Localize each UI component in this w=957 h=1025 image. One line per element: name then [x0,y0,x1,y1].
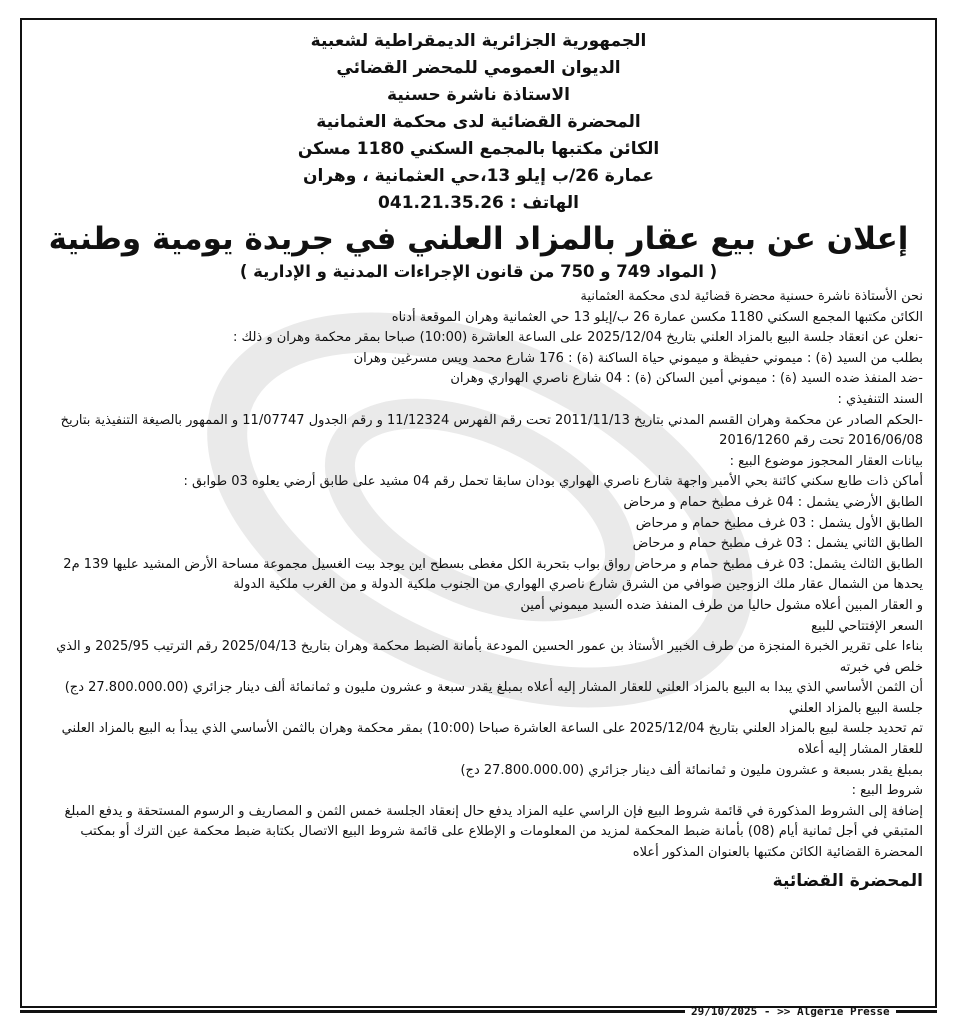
body-paragraph: الطابق الأول يشمل : 03 غرف مطبخ حمام و مرحاض [635,515,923,531]
body-paragraph: الكائن مكتبها المجمع السكني 1180 مكسن عمارة 26 ب/إيلو 13 حي العثمانية وهران الموقعة أدناه [391,309,923,325]
body-paragraph: نحن الأستاذة ناشرة حسنية محضرة قضائية لدى محكمة العثمانية [580,289,923,304]
notice-content [34,28,923,894]
body-paragraph: -الحكم الصادر عن محكمة وهران القسم المدني بتاريخ 2011/11/13 تحت رقم الفهرس 11/12324 و رقم الجدول 11/07747 و الممهور بالصيغة التنفيذية بتاريخ 2016/06/08 تحت رقم 2016/1260 [60,412,923,449]
notice-body [34,287,923,864]
body-paragraph: -نعلن عن انعقاد جلسة البيع بالمزاد العلني بتاريخ 2025/12/04 على الساعة العاشرة (10:00) صباحا بمقر محكمة وهران و ذلك : [233,330,923,346]
footer-rule-left [20,1010,685,1013]
body-paragraph: تم تحديد جلسة لبيع بالمزاد العلني بتاريخ 2025/12/04 على الساعة العاشرة صباحا (10:00) بمقر محكمة وهران بالثمن الأساسي الذي يبدأ به البيع بالمزاد العلني للعقار المشار إليه أعلاه [61,721,923,758]
header-line-court: المحضرة القضائية لدى محكمة العثمانية [316,112,641,132]
footer-rule-right [896,1010,937,1013]
body-heading: السعر الإفتتاحي للبيع [811,618,923,634]
header-line-address-1: الكائن مكتبها بالمجمع السكني 1180 مسكن [297,139,660,159]
header-line-phone: الهاتف : 041.21.35.26 [378,193,579,213]
body-paragraph: إضافة إلى الشروط المذكورة في قائمة شروط البيع فإن الراسي عليه المزاد يدفع حال إنعقاد الجلسة خمس الثمن و المصاريف و الرسوم المستحقة و يدفع المبلغ المتبقي في أجل ثمانية أيام (08) بأمانة ضبط المحكمة لمزيد من المعلومات و الإطلاع على قائمة شروط البيع الاتصال بكتابة ضبط محكمة عين الترك أو بمكتب المحضرة القضائية الكائن مكتبها بالعنوان المذكور أعلاه [64,803,923,861]
header-line-bailiff-name: الاستاذة ناشرة حسنية [387,85,570,105]
header-line-office: الديوان العمومي للمحضر القضائي [336,58,621,78]
publication-footer [20,1004,937,1018]
publication-date-source: 29/10/2025 - >> Algérie Presse [691,1004,890,1018]
body-heading: السند التنفيذي : [837,391,923,407]
signature: المحضرة القضائية [772,870,923,891]
office-header [34,28,923,217]
header-line-republic: الجمهورية الجزائرية الديمقراطية لشعبية [310,31,647,51]
body-paragraph: بمبلغ يقدر بسبعة و عشرون مليون و ثمانمائة ألف دينار جزائري (27.800.000.00 دج) [460,762,923,778]
body-paragraph: الطابق الثالث يشمل: 03 غرف مطبخ حمام و مرحاض رواق بواب بتحربة الكل مغطى بسطح اين يوجد بيت الغسيل مجموعة مساحة الأرض المشيد عليها 139 م2 يحدها من الشمال عقار ملك الزوجين صوافي من الشرق شارع ناصري الهواري من الجنوب ملكية الدولة و من الغرب ملكية الدولة [63,556,923,593]
body-paragraph: أن الثمن الأساسي الذي يبدا به البيع بالمزاد العلني للعقار المشار إليه أعلاه بمبلغ يقدر سبعة و عشرون مليون و ثمانمائة ألف دينار جزائري (27.800.000.00 دج) [64,680,923,696]
body-paragraph: بطلب من السيد (ة) : ميموني حفيظة و ميموني حياة الساكنة (ة) : 176 شارع محمد ويس مسرغين وهران [353,350,923,366]
body-paragraph: الطابق الثاني يشمل : 03 غرف مطبخ حمام و مرحاض [632,536,923,552]
body-heading: جلسة البيع بالمزاد العلني [788,700,923,716]
body-heading: بيانات العقار المحجوز موضوع البيع : [729,453,923,469]
notice-subtitle: ( المواد 749 و 750 من قانون الإجراءات المدنية و الإدارية ) [239,262,718,281]
header-line-address-2: عمارة 26/ب إيلو 13،حي العثمانية ، وهران [303,166,654,186]
body-paragraph: بناءا على تقرير الخبرة المنجزة من طرف الخبير الأستاذ بن عمور الحسين المودعة بأمانة الضبط محكمة وهران بتاريخ 2025/04/13 رقم الترتيب 2025/95 و الذي خلص في خبرته [56,639,923,675]
body-paragraph: أماكن ذات طابع سكني كائنة بحي الأمير واجهة شارع ناصري الهواري بودان سابقا تحمل رقم 04 مشيد على طابق أرضي يعلوه 03 طوابق : [183,474,923,490]
notice-title: إعلان عن بيع عقار بالمزاد العلني في جريدة يومية وطنية [48,221,909,257]
body-paragraph: -ضد المنفذ ضده السيد (ة) : ميموني أمين الساكن (ة) : 04 شارع ناصري الهواري وهران [450,371,923,387]
body-heading: شروط البيع : [851,783,923,799]
body-paragraph: و العقار المبين أعلاه مشول حاليا من طرف المنفذ ضده السيد ميموني أمين [520,597,923,613]
body-paragraph: الطابق الأرضي يشمل : 04 غرف مطبخ حمام و مرحاض [623,494,923,510]
